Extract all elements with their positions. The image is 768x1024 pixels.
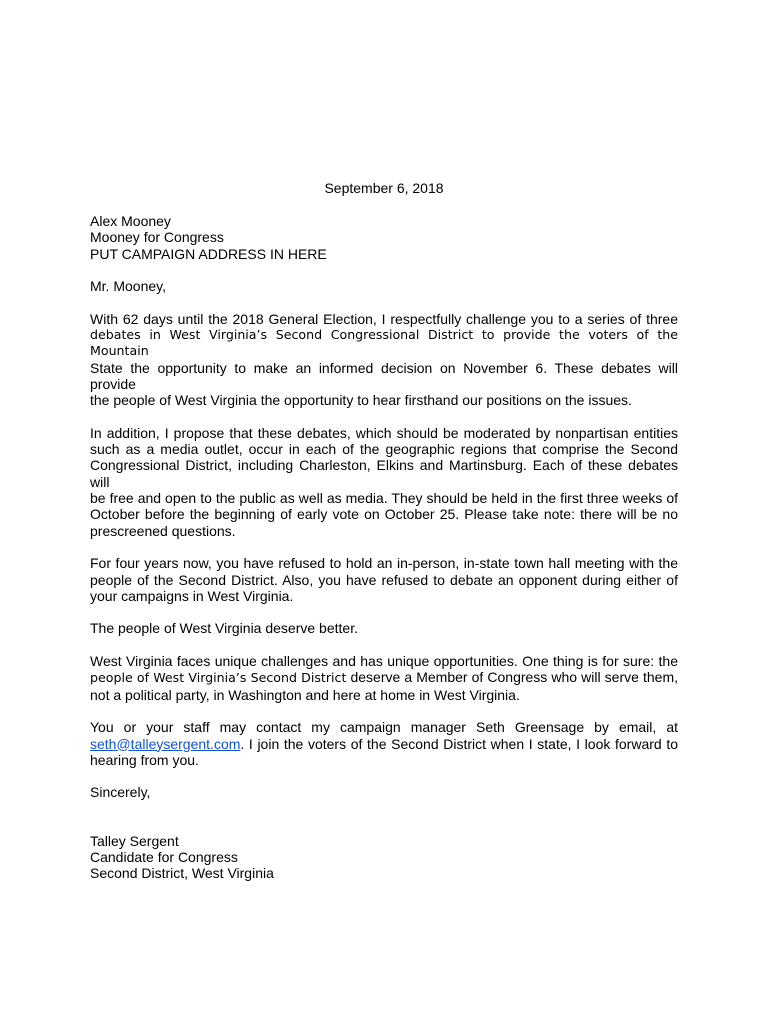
paragraph-3-line-3: your campaigns in West Virginia.	[90, 587, 294, 604]
paragraph-1	[90, 311, 678, 409]
salutation	[90, 278, 678, 294]
signature-title: Candidate for Congress	[90, 848, 238, 865]
paragraph-6-line-2-rest: . I join the voters of the Second District when I state, I look forward to	[240, 735, 678, 752]
paragraph-2-line-3: Congressional District, including Charleston, Elkins and Martinsburg. Each of these debates will	[90, 457, 678, 490]
paragraph-5-line-2-part-2: deserve a Member of Congress who will serve them,	[346, 669, 678, 686]
paragraph-5	[90, 653, 678, 703]
paragraph-1-line-2: debates in West Virginia’s Second Congressional District to provide the voters of the Mountain	[90, 327, 678, 359]
paragraph-2-line-4: be free and open to the public as well as media. They should be held in the first three weeks of	[90, 490, 678, 507]
paragraph-4	[90, 620, 678, 636]
recipient-organization: Mooney for Congress	[90, 229, 224, 246]
paragraph-3	[90, 555, 678, 604]
paragraph-6-line-1: You or your staff may contact my campaign manager Seth Greensage by email, at	[90, 719, 678, 736]
signature-block	[90, 833, 678, 882]
paragraph-5-line-2	[90, 669, 678, 686]
paragraph-6	[90, 719, 678, 768]
letter-body	[90, 213, 678, 882]
recipient-block	[90, 213, 678, 262]
paragraph-2-line-6: prescreened questions.	[90, 522, 236, 539]
paragraph-3-line-2: people of the Second District. Also, you have refused to debate an opponent during either of	[90, 571, 678, 588]
email-link[interactable]: seth@talleysergent.com	[90, 735, 241, 752]
paragraph-2	[90, 425, 678, 539]
paragraph-6-line-3: hearing from you.	[90, 751, 199, 768]
signature-name: Talley Sergent	[90, 832, 179, 849]
paragraph-2-line-1: In addition, I propose that these debates, which should be moderated by nonpartisan entities	[90, 424, 678, 441]
signature-district: Second District, West Virginia	[90, 865, 274, 882]
paragraph-5-line-3: not a political party, in Washington and here at home in West Virginia.	[90, 686, 520, 703]
paragraph-1-line-3: State the opportunity to make an informed decision on November 6. These debates will provide	[90, 359, 678, 392]
paragraph-6-line-2	[90, 736, 678, 752]
letter-date: September 6, 2018	[324, 180, 444, 196]
recipient-address: PUT CAMPAIGN ADDRESS IN HERE	[90, 245, 327, 262]
paragraph-5-line-2-part-1: people of West Virginia’s Second District	[90, 670, 347, 686]
paragraph-2-line-5: October before the beginning of early vote on October 25. Please take note: there will be no	[90, 506, 678, 523]
paragraph-1-line-4: the people of West Virginia the opportunity to hear firsthand our positions on the issues.	[90, 392, 632, 409]
paragraph-3-line-1: For four years now, you have refused to hold an in-person, in-state town hall meeting with the	[90, 555, 678, 572]
signature-gap	[90, 801, 678, 833]
recipient-name: Alex Mooney	[90, 213, 171, 229]
paragraph-4-line-1: The people of West Virginia deserve better.	[90, 620, 358, 637]
paragraph-5-line-1: West Virginia faces unique challenges and has unique opportunities. One thing is for sure: the	[90, 653, 678, 670]
paragraph-2-line-2: such as a media outlet, occur in each of the geographic regions that comprise the Second	[90, 441, 678, 458]
closing: Sincerely,	[90, 784, 151, 801]
salutation-text: Mr. Mooney,	[90, 278, 166, 295]
paragraph-1-line-1: With 62 days until the 2018 General Election, I respectfully challenge you to a series of three	[90, 310, 678, 327]
